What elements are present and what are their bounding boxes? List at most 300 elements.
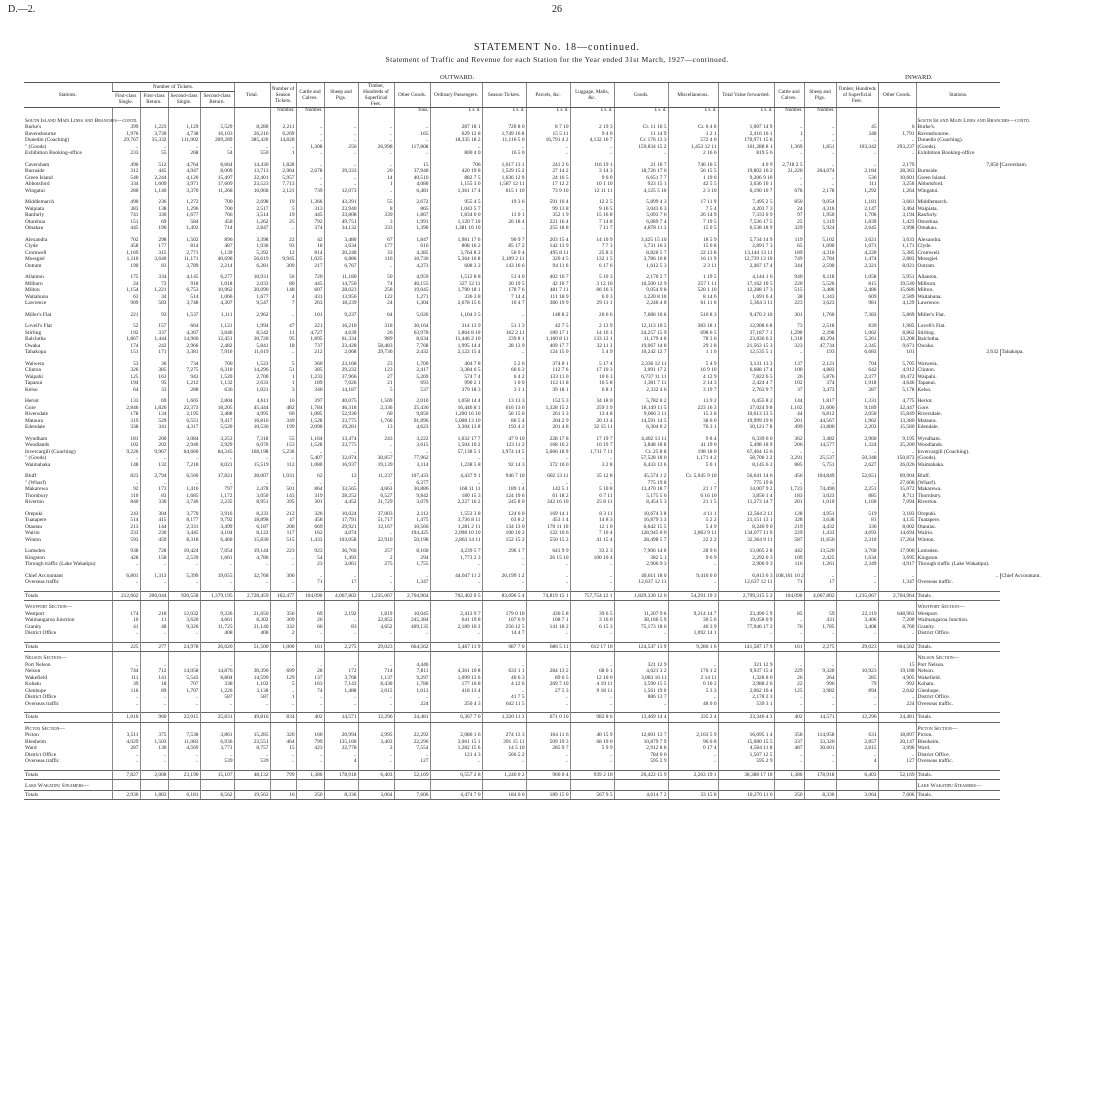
value-cell: 2,482 [200,343,234,350]
station-name: District Office [25,630,57,636]
value-cell: .. [482,662,526,669]
value-cell: 2,478 [234,486,270,493]
value-cell: 287 18 1 [430,124,482,131]
value-cell: 16 [270,790,296,800]
value-cell: 6 7 11 [570,493,614,500]
value-cell: 3,856 1 4 [718,493,774,500]
value-cell: 11,273 14 7 [718,499,774,506]
value-cell: 4,067,802 [804,591,836,601]
value-cell: 885 [836,493,878,500]
value-cell: 6,310 [200,367,234,374]
value-cell: 17 19 7 [570,436,614,443]
value-cell: 6 15 3 [570,624,614,631]
value-cell: .. [526,752,570,759]
section-heading-row [24,780,1096,791]
value-cell: 39,333 [324,168,358,175]
value-cell: 1,785 [804,624,836,631]
value-cell: 321 12 9 [614,662,668,669]
empty-cell [430,115,482,125]
value-cell: 4 [270,294,296,301]
value-cell: 641 9 9 [526,548,570,555]
value-cell: 73 [774,323,804,330]
value-cell: 24 16 5 [526,175,570,182]
empty-cell [774,601,804,611]
value-cell: 380 19 9 [526,300,570,307]
totals-row [24,591,1096,601]
station-name: Woodlands [25,442,50,448]
value-cell: 7,218 [168,462,200,469]
value-cell: 32 15 11 [570,424,614,431]
value-cell: .. [774,449,804,456]
col-second-single: Second-class Single. [168,91,200,107]
value-cell: 108 7 1 [526,617,570,624]
col-parcels: Parcels, &c. [526,83,570,108]
document-ref: D.—2. [8,4,36,15]
value-cell: 5,093 7 6 [614,212,668,219]
value-cell: .. [112,701,140,708]
value-cell: 133 [112,398,140,405]
col-stations-right: Stations. [916,83,1000,108]
value-cell: .. [570,573,614,580]
value-cell: 55 [270,436,296,443]
value-cell: .. [296,162,324,169]
value-cell: 112 [270,462,296,469]
value-cell: .. [804,480,836,487]
station-name: Westport [25,610,45,617]
value-cell: 3,023 [804,493,836,500]
value-cell: 1,918 [836,380,878,387]
value-cell: 111 18 9 [526,294,570,301]
value-cell: 6,403 [358,770,394,780]
value-cell: .. [234,561,270,568]
value-cell: .. [324,701,358,708]
value-cell: 431 [804,617,836,624]
value-cell: 1,985 [878,323,916,330]
value-cell: 107,433 [394,473,430,480]
value-cell: 16,103 [200,131,234,138]
value-cell: 2,195 [168,411,200,418]
station-name-right: Riverton. [916,499,1000,506]
value-cell: 2,846 [112,405,140,412]
value-cell: .. [482,555,526,562]
value-cell: 671 0 10 [526,713,570,723]
unit-label: Number. [296,108,324,115]
value-cell: 161 [774,642,804,652]
value-cell: 1,154 [112,287,140,294]
value-cell: 6,403 [836,770,878,780]
station-name-right: Kelso. [916,387,1000,394]
value-cell: 2,966 [168,343,200,350]
empty-cell [430,652,482,662]
value-cell: 20 6 6 [570,312,614,319]
value-cell: 5 2 6 [482,361,526,368]
value-cell: 9,326 [168,624,200,631]
value-cell: 3,748 [168,300,200,307]
value-cell: 144 [140,524,168,531]
value-cell: 3,370 [168,188,200,195]
value-cell: 4,878 11 3 [614,225,668,232]
value-cell: .. [234,701,270,708]
value-cell: 1 [358,181,394,188]
value-cell: .. [234,480,270,487]
value-cell: 48 [140,624,168,631]
value-cell: 65 [774,243,804,250]
value-cell: 20,090 [234,287,270,294]
value-cell: 2,349 [836,561,878,568]
empty-cell [718,601,774,611]
value-cell: 96 0 8 [668,739,718,746]
value-cell: 30,601 [804,745,836,752]
value-cell: 2,121 [804,361,836,368]
value-cell: 918 [168,281,200,288]
value-cell: 339 [358,212,394,219]
empty-cell [526,115,570,125]
value-cell: 17 11 9 [668,199,718,206]
value-cell: 379 18 3 [430,387,482,394]
value-cell: .. [614,701,668,708]
value-cell: 178 [112,411,140,418]
value-cell: 5,178 [878,387,916,394]
station-name-right: Overseas traffic. [916,758,1000,765]
station-name-right: Wyndham. [916,436,1000,443]
station-name: District Office [25,694,57,700]
station-name: Riversdale [25,411,49,417]
value-cell: 23,346 4 3 [718,713,774,723]
value-cell: .. [270,455,296,462]
value-cell: 104,849 [804,473,836,480]
value-cell: 100 [774,367,804,374]
value-cell: .. [482,480,526,487]
value-cell: 2,331 [168,524,200,531]
value-cell: 13,208 [878,336,916,343]
value-cell: .. [140,579,168,586]
value-cell: .. [916,573,1000,580]
value-cell: 4,144 1 6 [718,274,774,281]
value-cell: 509 19 3 [526,739,570,746]
value-cell: 4,912 [878,367,916,374]
value-cell: 104,090 [296,591,324,601]
value-cell: 178,918 [324,770,358,780]
value-cell: 1,155 3 0 [430,181,482,188]
empty-cell [836,115,878,125]
value-cell: .. [234,579,270,586]
value-cell: 8,951 [234,499,270,506]
value-cell: 1,829,330 12 0 [614,591,668,601]
empty-cell [668,722,718,732]
value-cell: 101 [296,312,324,319]
value-cell: 134 13 0 [482,524,526,531]
value-cell: 159,834 15 2 [614,144,668,151]
value-cell: 2,642 [878,688,916,695]
empty-cell [324,115,358,125]
value-cell: 9 16 5 [570,206,614,213]
value-cell: 23,775 [324,442,358,449]
value-cell: 3,760 [836,548,878,555]
station-name: Blenheim [25,738,46,745]
value-cell: 3,615 [394,442,430,449]
value-cell: 26 [774,374,804,381]
value-cell: 1,962 [836,418,878,425]
value-cell: 587 [234,694,270,701]
value-cell: 107 6 9 [482,617,526,624]
value-cell: 333 [358,225,394,232]
empty-cell [358,601,394,611]
value-cell: 209,289 [200,137,234,144]
value-cell: 330 [140,499,168,506]
value-cell: 9,226 [200,611,234,618]
value-cell: .. [774,137,804,144]
value-cell: 4,727 [296,330,324,337]
value-cell: 52,930 [324,411,358,418]
value-cell: .. [324,694,358,701]
section-heading-right: Lake Wakatipu Steamers— [916,780,1000,791]
value-cell: 1,282 15 6 [430,745,482,752]
value-cell: 5,899 4 3 [614,199,668,206]
value-cell: 5 10 3 [570,274,614,281]
empty-cell [234,115,270,125]
value-cell: 93 [140,312,168,319]
value-cell: 4,129 [878,300,916,307]
value-cell: 6,339 6 0 [718,436,774,443]
value-cell: 2,170 2 7 [614,274,668,281]
value-cell: 3,131 13 3 [718,361,774,368]
station-name: Alexandra [25,236,48,243]
value-cell: 35 12 8 [570,473,614,480]
value-cell: 172 [324,668,358,675]
value-cell: 151 [112,219,140,226]
value-cell: 52,651 [836,473,878,480]
value-cell: 10,962 [200,287,234,294]
value-cell: 141,587 17 9 [718,642,774,652]
value-cell: 700 [200,361,234,368]
value-cell: 321 12 9 [718,662,774,669]
value-cell: .. [878,150,916,157]
value-cell: 1,883 [140,790,168,800]
value-cell: 989 [358,336,394,343]
value-cell: 4,029 [112,739,140,746]
value-cell: 3,486 [804,287,836,294]
value-cell: 25 8 11 [570,499,614,506]
value-cell: 12,001 13 7 [614,732,668,739]
empty-cell [296,115,324,125]
empty-cell [570,722,614,732]
value-cell: 47 [270,517,296,524]
value-cell: 415 [140,517,168,524]
value-cell: 391 15 11 [482,739,526,746]
value-cell: 2,192 [324,611,358,618]
value-cell: .. [668,758,718,765]
value-cell: 24,978 [168,642,200,652]
value-cell: 14,571 [804,713,836,723]
value-cell: 10,923 [836,668,878,675]
station-name-right: Gore. [916,405,1000,412]
value-cell: 213 [112,524,140,531]
station-name: Green Island [25,174,53,181]
value-cell: 720 8 0 [482,124,526,131]
value-cell: 1,102 [234,681,270,688]
value-cell: .. [668,662,718,669]
value-cell: 496 [112,162,140,169]
value-cell: 2,799,315 5 2 [718,591,774,601]
value-cell: 894 [836,688,878,695]
value-cell: 11,725 [200,624,234,631]
value-cell: 10,736 [394,256,430,263]
value-cell: 1 0 0 [482,380,526,387]
value-cell: 11,650 [804,537,836,544]
value-cell: 4 [324,758,358,765]
empty-cell [774,652,804,662]
value-cell: 242 [140,343,168,350]
value-cell: 25,537 [804,455,836,462]
value-cell: 734 [168,361,200,368]
value-cell: 1,433 [296,537,324,544]
value-cell: 19,139 [358,462,394,469]
value-cell: 3,138 [234,688,270,695]
value-cell: 236 [140,199,168,206]
value-cell: 1,099 13 6 [430,675,482,682]
station-name: Tuatapere [25,517,47,523]
station-name-right: Waitahuna. [916,294,1000,301]
value-cell: 20,994 [324,732,358,739]
value-cell: 1,864 8 10 [430,330,482,337]
value-cell: 344 [774,263,804,270]
value-cell: 955 4 5 [430,199,482,206]
value-cell: 8,021 [878,263,916,270]
value-cell: 3,621 [836,237,878,244]
value-cell: 3,480 [324,237,358,244]
value-cell: 62 [296,473,324,480]
value-cell: 27 [358,374,394,381]
value-cell: 16 11 9 [668,256,718,263]
value-cell: 38 6 0 [668,418,718,425]
value-cell: .. [358,480,394,487]
empty-cell [482,115,526,125]
station-name-right: Glenhope. [916,688,1000,695]
value-cell: 1,390 [394,225,430,232]
value-cell: 1,386 [774,770,804,780]
value-cell: 124,547 13 9 [614,642,668,652]
value-cell: 229 [774,668,804,675]
value-cell: 2,517 [234,206,270,213]
value-cell: 4,693 [836,530,878,537]
value-cell: 1,200 16 10 [430,411,482,418]
value-cell: 1,361 17 4 [430,188,482,195]
value-cell: .. [296,694,324,701]
value-cell: 2,794 [140,473,168,480]
value-cell: .. [324,137,358,144]
value-cell: .. [140,694,168,701]
value-cell: 15 0 5 [668,225,718,232]
value-cell: 1,007 14 9 [718,124,774,131]
value-cell: 121 4 3 [430,752,482,759]
station-name: Wingatui [25,187,45,194]
value-cell: .. [112,144,140,151]
empty-cell [718,652,774,662]
value-cell: 293,237 [878,144,916,151]
empty-cell [668,780,718,791]
value-cell: .. [270,349,296,356]
value-cell: 52,169 [878,770,916,780]
value-cell: 335 2 4 [668,713,718,723]
value-cell: .. [112,694,140,701]
value-cell: 4,611 [234,398,270,405]
value-cell: 10,536 [234,424,270,431]
value-cell: 318 [358,323,394,330]
value-cell: .. [112,579,140,586]
station-name-right: Overseas traffic. [916,579,1000,586]
empty-cell [168,722,200,732]
station-name-right: Makarewa. [916,486,1000,493]
value-cell: 757,754 12 1 [570,591,614,601]
value-cell: .. [668,752,718,759]
station-name-right: Bluff. [916,473,1000,480]
station-name-right: (Goods). [916,455,1000,462]
value-cell: 38,166 5 9 [614,617,668,624]
value-cell: 14,599 [234,675,270,682]
value-cell: 536 [836,175,878,182]
empty-cell [804,115,836,125]
value-cell: 23,775 [324,418,358,425]
value-cell: 1,790 18 1 [430,287,482,294]
value-cell: 330 [140,212,168,219]
value-cell: 263 [296,300,324,307]
station-name: Through traffic (Lake Wakatipu) [25,561,96,567]
value-cell: .. [168,630,200,637]
value-cell: 2,214 [200,263,234,270]
empty-cell [234,780,270,791]
station-name-right: District Office. [916,694,1000,701]
value-cell: 14,571 [324,713,358,723]
value-cell: 14 [358,175,394,182]
value-cell: 459 [140,537,168,544]
value-cell: .. [234,144,270,151]
value-cell: 243 [358,436,394,443]
value-cell: 5,026 [394,312,430,319]
station-name: Bluff [25,473,37,479]
value-cell: 775 19 8 [614,480,668,487]
value-cell: 44,047 11 2 [430,573,482,580]
value-cell: 12,564 2 11 [718,511,774,518]
value-cell: .. [200,144,234,151]
value-cell: 706 [430,162,482,169]
col-in-sheep: Sheep and Pigs. [804,83,836,108]
value-cell: 24 [774,206,804,213]
value-cell: 323 [774,343,804,350]
value-cell: 3,406 [836,617,878,624]
value-cell: 1,092 14 1 [668,630,718,637]
value-cell: 7 5 4 [668,206,718,213]
value-cell: .. [878,694,916,701]
value-cell: 56 15 0 [482,411,526,418]
value-cell: 127 [394,758,430,765]
value-cell: 206 [774,442,804,449]
station-name: " (Goods) [25,455,47,461]
value-cell: 1,171 [878,243,916,250]
value-cell: 3,398 [234,237,270,244]
station-name: Orepuki [25,510,43,517]
station-name: Tapanui [25,380,43,386]
value-cell: 143 [270,493,296,500]
value-cell: 714 [358,668,394,675]
value-cell: 1,569 [358,398,394,405]
value-cell: .. [200,561,234,568]
value-cell: 327 12 11 [430,281,482,288]
value-cell: .. [296,752,324,759]
empty-cell [570,115,614,125]
value-cell: 642 11 5 [482,701,526,708]
value-cell: 5,269 [394,374,430,381]
value-cell: 704 [836,361,878,368]
